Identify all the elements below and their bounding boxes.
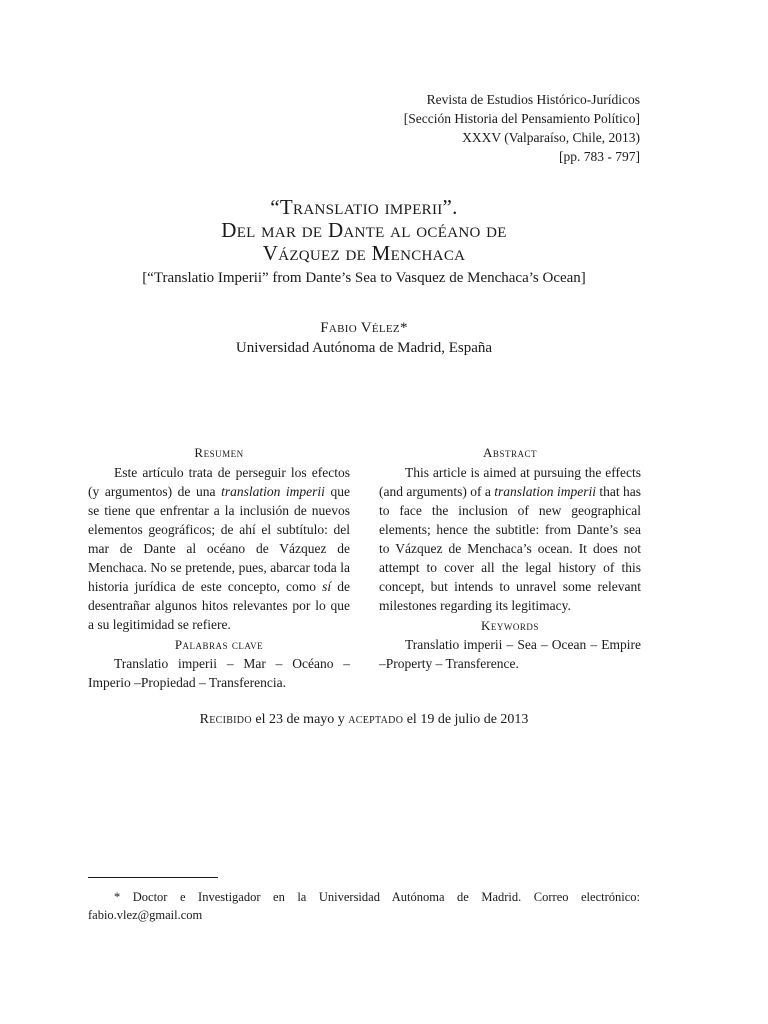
palabras-clave-text: Translatio imperii – Mar – Océano – Imperio –Propiedad – Transferencia. bbox=[88, 656, 350, 690]
abstract-text: This article is aimed at pursuing the effects (and arguments) of a translation imperii that has to face the inclusion of new geographical elements; hence the subtitle: from Dante’s sea to Vázquez de Menchaca’s ocean. It does not attempt to cover all the legal history of this concept, but intends to unravel some relevant milestones regarding its legitimacy. bbox=[379, 465, 641, 613]
journal-pages: [pp. 783 - 797] bbox=[559, 149, 640, 164]
abstract-heading: Abstract bbox=[483, 445, 537, 460]
article-subtitle: [“Translatio Imperii” from Dante’s Sea to Vasquez de Menchaca’s Ocean] bbox=[142, 270, 586, 286]
resumen-heading: Resumen bbox=[194, 445, 244, 460]
author-name: Fabio Vélez* bbox=[320, 320, 408, 336]
resumen-column bbox=[88, 444, 350, 692]
article-title-line-1: “Translatio imperii”. bbox=[270, 195, 458, 219]
received-accepted-dates bbox=[88, 710, 640, 730]
footnote: * Doctor e Investigador en la Universidad Autónoma de Madrid. Correo electrónico: fabio.vlez@gmail.com bbox=[88, 890, 640, 922]
author-block bbox=[88, 318, 640, 358]
accepted-date: el 19 de julio de 2013 bbox=[403, 712, 529, 727]
article-title-line-3: Vázquez de Menchaca bbox=[262, 241, 466, 265]
footnote-rule bbox=[88, 877, 218, 878]
palabras-clave-heading: Palabras clave bbox=[174, 637, 264, 652]
article-title-block bbox=[88, 196, 640, 288]
keywords-heading: Keywords bbox=[481, 618, 539, 633]
received-date: el 23 de mayo y bbox=[251, 712, 349, 727]
resumen-text: Este artículo trata de perseguir los efectos (y argumentos) de una translation imperii que se tiene que enfrentar a la inclusión de nuevos elementos geográficos; de ahí el subtítulo: del mar de Dante al océano de Vázquez de Menchaca. No se pretende, pues, abarcar toda la historia jurídica de este concepto, como sí de desentrañar algunos hitos relevantes por lo que a su legitimidad se refiere. bbox=[88, 465, 350, 632]
article-title-line-2: Del mar de Dante al océano de bbox=[221, 218, 507, 242]
journal-name: Revista de Estudios Histórico-Jurídicos bbox=[426, 92, 640, 107]
journal-volume: XXXV (Valparaíso, Chile, 2013) bbox=[462, 130, 640, 145]
received-label: Recibido bbox=[199, 712, 252, 727]
abstract-column bbox=[379, 444, 641, 673]
journal-section: [Sección Historia del Pensamiento Político] bbox=[403, 111, 640, 126]
keywords-text: Translatio imperii – Sea – Ocean – Empire –Property – Transference. bbox=[379, 637, 641, 671]
journal-header bbox=[404, 90, 640, 166]
accepted-label: aceptado bbox=[348, 712, 404, 727]
author-affiliation: Universidad Autónoma de Madrid, España bbox=[235, 340, 493, 356]
